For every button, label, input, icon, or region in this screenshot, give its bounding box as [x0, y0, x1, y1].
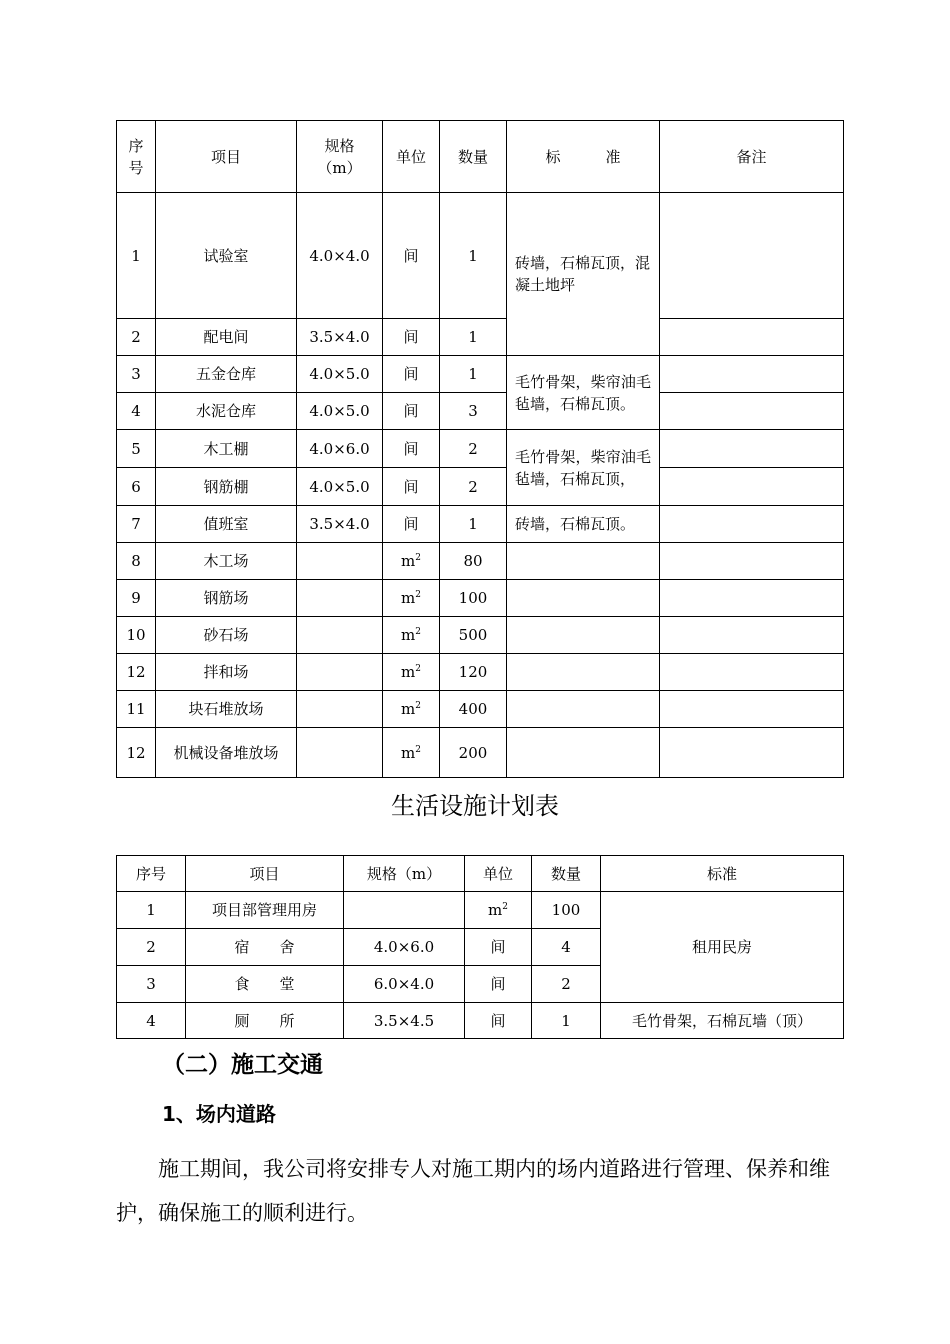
cell-qty: 100: [532, 892, 601, 929]
cell-standard: 砖墙，石棉瓦顶，混凝土地坪: [507, 193, 660, 356]
living-facilities-title: 生活设施计划表: [391, 792, 559, 820]
cell-remark: [660, 654, 844, 691]
header-item: 项目: [186, 856, 344, 892]
cell-spec: 4.0×5.0: [297, 356, 383, 393]
cell-standard: [507, 580, 660, 617]
header-qty: 数量: [440, 121, 507, 193]
header-standard: 标准: [601, 856, 844, 892]
cell-remark: [660, 617, 844, 654]
unit-text: m: [401, 626, 416, 644]
cell-no: 12: [117, 728, 156, 778]
cell-unit: 间: [383, 193, 440, 319]
cell-no: 8: [117, 543, 156, 580]
table-row: [117, 430, 844, 468]
cell-no: 3: [117, 966, 186, 1003]
cell-unit: [383, 543, 440, 580]
cell-no: 6: [117, 468, 156, 506]
cell-remark: [660, 691, 844, 728]
cell-unit: 间: [383, 356, 440, 393]
cell-remark: [660, 193, 844, 319]
table-header-row: [117, 856, 844, 892]
cell-standard: 毛竹骨架，柴帘油毛毡墙，石棉瓦顶，: [507, 430, 660, 506]
cell-spec: 3.5×4.0: [297, 506, 383, 543]
cell-unit: 间: [465, 1003, 532, 1039]
table-row: [117, 1003, 844, 1039]
cell-item: 厕 所: [186, 1003, 344, 1039]
cell-spec: 4.0×6.0: [344, 929, 465, 966]
cell-item: 木工棚: [156, 430, 297, 468]
cell-unit: [383, 654, 440, 691]
cell-qty: 500: [440, 617, 507, 654]
cell-qty: 1: [440, 356, 507, 393]
cell-unit: [383, 580, 440, 617]
cell-unit: 间: [465, 929, 532, 966]
table-row: [117, 506, 844, 543]
cell-unit: 间: [383, 430, 440, 468]
cell-spec: [297, 543, 383, 580]
cell-no: 1: [117, 193, 156, 319]
table-row: [117, 393, 844, 430]
cell-item: 食 堂: [186, 966, 344, 1003]
unit-text: m: [401, 552, 416, 570]
cell-unit: [383, 617, 440, 654]
cell-unit: 间: [383, 393, 440, 430]
table-row: [117, 356, 844, 393]
cell-qty: 1: [440, 506, 507, 543]
unit-text: m: [488, 901, 503, 919]
cell-unit: 间: [383, 319, 440, 356]
cell-no: 7: [117, 506, 156, 543]
cell-no: 12: [117, 654, 156, 691]
cell-spec: [297, 617, 383, 654]
table-row: [117, 728, 844, 778]
cell-no: 1: [117, 892, 186, 929]
cell-standard: 租用民房: [601, 892, 844, 1003]
cell-remark: [660, 356, 844, 393]
cell-standard: [507, 617, 660, 654]
cell-qty: 1: [532, 1003, 601, 1039]
cell-remark: [660, 728, 844, 778]
unit-text: m: [401, 700, 416, 718]
cell-item: 宿 舍: [186, 929, 344, 966]
cell-item: 拌和场: [156, 654, 297, 691]
table-row: [117, 193, 844, 319]
cell-spec: 4.0×5.0: [297, 468, 383, 506]
cell-no: 11: [117, 691, 156, 728]
cell-spec: 6.0×4.0: [344, 966, 465, 1003]
cell-item: 试验室: [156, 193, 297, 319]
living-facilities-table: [116, 855, 844, 1039]
cell-item: 五金仓库: [156, 356, 297, 393]
cell-spec: [297, 654, 383, 691]
table-row: [117, 892, 844, 929]
table-row: [117, 468, 844, 506]
cell-unit: [465, 892, 532, 929]
cell-spec: 4.0×4.0: [297, 193, 383, 319]
cell-item: 配电间: [156, 319, 297, 356]
table-row: [117, 319, 844, 356]
temporary-facilities-table: [116, 120, 844, 778]
cell-remark: [660, 506, 844, 543]
cell-item: 木工场: [156, 543, 297, 580]
cell-qty: 2: [440, 468, 507, 506]
cell-no: 2: [117, 319, 156, 356]
table-row: [117, 691, 844, 728]
cell-no: 10: [117, 617, 156, 654]
cell-standard: 毛竹骨架，石棉瓦墙（顶）: [601, 1003, 844, 1039]
unit-text: m: [401, 589, 416, 607]
cell-qty: 1: [440, 319, 507, 356]
unit-superscript: 2: [415, 744, 421, 755]
cell-spec: 4.0×6.0: [297, 430, 383, 468]
unit-superscript: 2: [415, 627, 421, 637]
cell-qty: 2: [532, 966, 601, 1003]
cell-spec: [297, 728, 383, 778]
header-standard: 标 准: [507, 121, 660, 193]
cell-unit: 间: [383, 506, 440, 543]
cell-standard: [507, 691, 660, 728]
cell-standard: 毛竹骨架，柴帘油毛毡墙，石棉瓦顶。: [507, 356, 660, 430]
cell-qty: 80: [440, 543, 507, 580]
table-row: [117, 580, 844, 617]
cell-unit: [383, 728, 440, 778]
cell-remark: [660, 468, 844, 506]
cell-qty: 3: [440, 393, 507, 430]
cell-no: 4: [117, 393, 156, 430]
section-heading: （二）施工交通: [162, 1052, 323, 1078]
cell-remark: [660, 319, 844, 356]
header-spec: 规格 （m）: [297, 121, 383, 193]
cell-spec: 4.0×5.0: [297, 393, 383, 430]
header-unit: 单位: [465, 856, 532, 892]
sub-heading: 1、场内道路: [162, 1102, 276, 1126]
cell-spec: 3.5×4.5: [344, 1003, 465, 1039]
cell-standard: [507, 728, 660, 778]
table-row: [117, 617, 844, 654]
cell-item: 砂石场: [156, 617, 297, 654]
cell-no: 4: [117, 1003, 186, 1039]
header-spec: 规格（m）: [344, 856, 465, 892]
header-no: 序 号: [117, 121, 156, 193]
header-qty: 数量: [532, 856, 601, 892]
cell-spec: 3.5×4.0: [297, 319, 383, 356]
cell-remark: [660, 430, 844, 468]
cell-qty: 2: [440, 430, 507, 468]
cell-qty: 1: [440, 193, 507, 319]
header-unit: 单位: [383, 121, 440, 193]
cell-item: 钢筋场: [156, 580, 297, 617]
cell-qty: 4: [532, 929, 601, 966]
cell-no: 5: [117, 430, 156, 468]
cell-spec: [297, 691, 383, 728]
cell-unit: 间: [383, 468, 440, 506]
cell-no: 3: [117, 356, 156, 393]
unit-text: m: [401, 663, 416, 681]
cell-spec: [297, 580, 383, 617]
table-header-row: [117, 121, 844, 193]
header-no: 序号: [117, 856, 186, 892]
cell-no: 9: [117, 580, 156, 617]
cell-remark: [660, 393, 844, 430]
unit-superscript: 2: [415, 553, 421, 563]
table-row: [117, 654, 844, 691]
cell-standard: [507, 654, 660, 691]
cell-qty: 200: [440, 728, 507, 778]
cell-item: 钢筋棚: [156, 468, 297, 506]
unit-superscript: 2: [415, 590, 421, 600]
cell-qty: 120: [440, 654, 507, 691]
cell-remark: [660, 580, 844, 617]
unit-superscript: 2: [415, 664, 421, 674]
cell-qty: 100: [440, 580, 507, 617]
cell-item: 值班室: [156, 506, 297, 543]
body-paragraph: 施工期间，我公司将安排专人对施工期内的场内道路进行管理、保养和维护，确保施工的顺利进行。: [116, 1157, 830, 1225]
cell-standard: 砖墙，石棉瓦顶。: [507, 506, 660, 543]
cell-item: 水泥仓库: [156, 393, 297, 430]
header-remark: 备注: [660, 121, 844, 193]
cell-no: 2: [117, 929, 186, 966]
cell-item: 项目部管理用房: [186, 892, 344, 929]
cell-unit: 间: [465, 966, 532, 1003]
cell-qty: 400: [440, 691, 507, 728]
cell-item: 机械设备堆放场: [156, 728, 297, 778]
unit-text: m: [401, 743, 416, 762]
cell-standard: [507, 543, 660, 580]
cell-remark: [660, 543, 844, 580]
cell-spec: [344, 892, 465, 929]
unit-superscript: 2: [415, 701, 421, 711]
header-item: 项目: [156, 121, 297, 193]
cell-unit: [383, 691, 440, 728]
unit-superscript: 2: [502, 902, 508, 912]
cell-item: 块石堆放场: [156, 691, 297, 728]
table-row: [117, 543, 844, 580]
